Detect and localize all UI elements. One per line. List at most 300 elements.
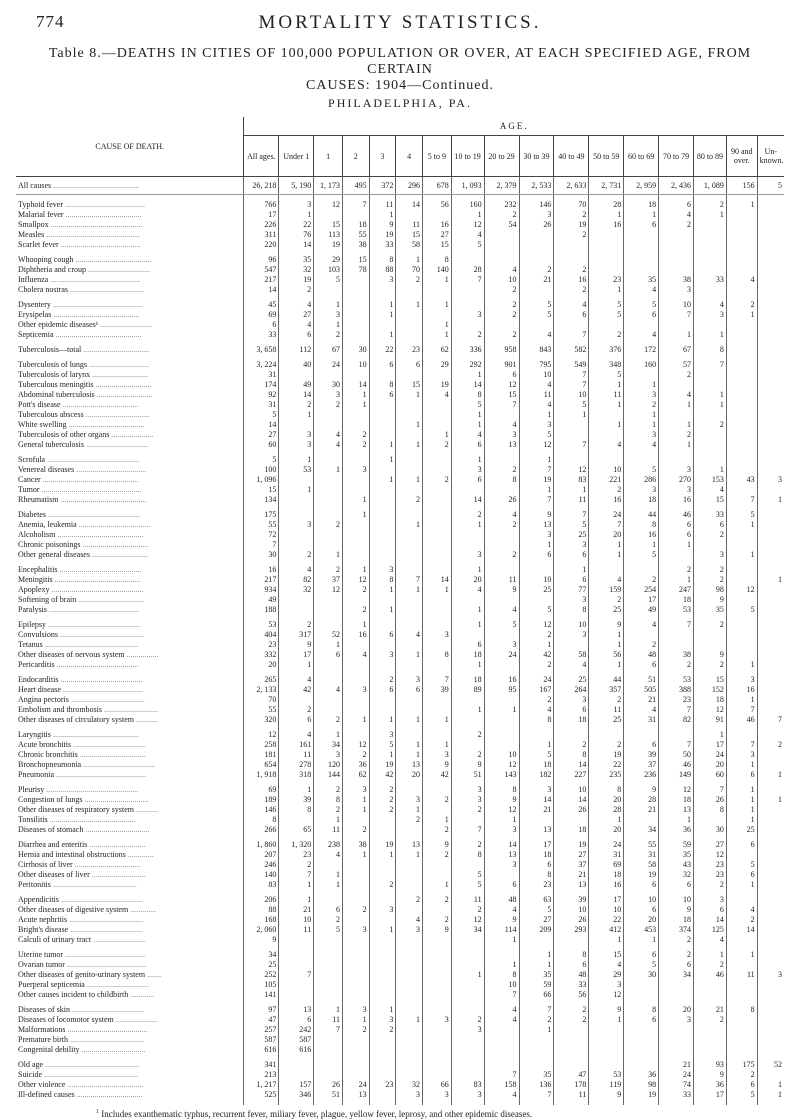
value-cell: 1 <box>659 420 694 430</box>
value-cell: 4 <box>279 300 314 310</box>
value-cell <box>396 565 423 575</box>
cause-label: Erysipelas <box>18 310 52 319</box>
value-cell: 2 <box>554 285 589 295</box>
value-cell: 4 <box>726 905 757 915</box>
value-cell <box>694 265 727 275</box>
value-cell: 2 <box>342 585 369 595</box>
value-cell <box>423 640 452 650</box>
cause-label: Embolism and thrombosis <box>18 705 102 714</box>
value-cell <box>726 980 757 990</box>
value-cell: 1 <box>624 540 659 550</box>
value-cell <box>757 1005 784 1015</box>
value-cell: 2 <box>659 370 694 380</box>
value-cell: 27 <box>694 840 727 850</box>
value-cell <box>342 520 369 530</box>
value-cell: 3 <box>519 420 554 430</box>
value-cell <box>694 990 727 1000</box>
value-cell: 7 <box>314 1025 343 1035</box>
table-row <box>16 255 784 265</box>
value-cell <box>279 960 314 970</box>
value-cell: 48 <box>554 970 589 980</box>
value-cell: 10 <box>519 575 554 585</box>
value-cell: 4 <box>314 430 343 440</box>
value-cell: 37 <box>554 860 589 870</box>
cause-label: Uterine tumor <box>18 950 64 959</box>
value-cell <box>757 815 784 825</box>
value-cell <box>396 1025 423 1035</box>
value-cell: 20 <box>589 825 624 835</box>
value-cell: 296 <box>396 177 423 195</box>
value-cell <box>757 430 784 440</box>
cause-label: Angina pectoris <box>18 695 69 704</box>
value-cell: 3 <box>484 640 519 650</box>
cause-label: Congenital debility <box>18 1045 80 1054</box>
value-cell: 1 <box>659 330 694 340</box>
table-row <box>16 265 784 275</box>
value-cell: 7 <box>244 540 279 550</box>
value-cell: 3 <box>624 390 659 400</box>
column-header: 20 to 29 <box>484 136 519 177</box>
value-cell <box>423 495 452 505</box>
value-cell: 2 <box>396 275 423 285</box>
value-cell: 6 <box>279 330 314 340</box>
value-cell <box>519 595 554 605</box>
value-cell: 2 <box>423 850 452 860</box>
value-cell: 1, 089 <box>694 177 727 195</box>
value-cell <box>423 550 452 560</box>
value-cell <box>396 550 423 560</box>
value-cell <box>726 575 757 585</box>
cause-cell <box>16 1080 244 1090</box>
value-cell: 20 <box>589 530 624 540</box>
value-cell: 28 <box>451 265 484 275</box>
value-cell: 1 <box>314 300 343 310</box>
value-cell: 18 <box>624 200 659 210</box>
value-cell: 3 <box>279 520 314 530</box>
value-cell: 2 <box>279 705 314 715</box>
value-cell: 505 <box>624 685 659 695</box>
value-cell: 2 <box>659 660 694 670</box>
value-cell <box>659 320 694 330</box>
value-cell: 39 <box>279 795 314 805</box>
value-cell: 42 <box>519 650 554 660</box>
value-cell: 1 <box>694 390 727 400</box>
value-cell: 20 <box>451 575 484 585</box>
value-cell <box>369 1090 396 1100</box>
value-cell: 2, 533 <box>519 177 554 195</box>
leader-dots: .......................... <box>91 935 146 944</box>
value-cell: 3 <box>369 1015 396 1025</box>
value-cell <box>484 240 519 250</box>
value-cell: 3 <box>519 210 554 220</box>
value-cell: 16 <box>554 275 589 285</box>
value-cell <box>314 980 343 990</box>
value-cell <box>484 660 519 670</box>
cause-cell <box>16 360 244 370</box>
value-cell: 7 <box>519 465 554 475</box>
value-cell: 3 <box>314 390 343 400</box>
value-cell <box>451 1035 484 1045</box>
value-cell: 83 <box>451 1080 484 1090</box>
value-cell: 58 <box>624 860 659 870</box>
value-cell <box>423 805 452 815</box>
value-cell: 27 <box>519 915 554 925</box>
value-cell <box>659 630 694 640</box>
value-cell <box>396 980 423 990</box>
value-cell: 27 <box>423 230 452 240</box>
table-row <box>16 1005 784 1015</box>
value-cell: 134 <box>244 495 279 505</box>
cause-cell <box>16 640 244 650</box>
value-cell: 4 <box>694 300 727 310</box>
value-cell <box>342 300 369 310</box>
cause-label: Acute bronchitis <box>18 740 72 749</box>
table-row <box>16 177 784 195</box>
value-cell: 28 <box>589 200 624 210</box>
value-cell: 21 <box>694 1005 727 1015</box>
value-cell: 1 <box>519 540 554 550</box>
value-cell <box>423 980 452 990</box>
value-cell: 1 <box>726 660 757 670</box>
value-cell: 2 <box>659 935 694 945</box>
value-cell <box>726 640 757 650</box>
value-cell: 13 <box>396 840 423 850</box>
value-cell: 1 <box>369 1005 396 1015</box>
value-cell <box>726 220 757 230</box>
value-cell <box>694 1035 727 1045</box>
value-cell: 8 <box>694 805 727 815</box>
value-cell: 3 <box>757 970 784 980</box>
value-cell: 3 <box>726 675 757 685</box>
value-cell <box>726 455 757 465</box>
cause-cell <box>16 970 244 980</box>
value-cell: 18 <box>554 715 589 725</box>
value-cell: 18 <box>554 825 589 835</box>
value-cell: 3 <box>484 825 519 835</box>
value-cell <box>624 255 659 265</box>
value-cell <box>423 970 452 980</box>
value-cell <box>423 660 452 670</box>
value-cell: 1 <box>589 1015 624 1025</box>
value-cell <box>757 1035 784 1045</box>
value-cell <box>369 860 396 870</box>
value-cell: 12 <box>484 805 519 815</box>
value-cell: 83 <box>554 475 589 485</box>
value-cell: 5 <box>554 400 589 410</box>
value-cell <box>451 980 484 990</box>
cause-cell <box>16 320 244 330</box>
value-cell: 2 <box>554 1015 589 1025</box>
value-cell: 24 <box>589 510 624 520</box>
value-cell <box>589 455 624 465</box>
value-cell: 12 <box>694 705 727 715</box>
leader-dots: ..................................... <box>68 695 145 704</box>
value-cell: 4 <box>519 705 554 715</box>
value-cell: 17 <box>694 1090 727 1100</box>
value-cell <box>757 630 784 640</box>
value-cell: 5 <box>624 300 659 310</box>
value-cell <box>369 895 396 905</box>
value-cell <box>342 895 369 905</box>
value-cell: 1 <box>396 585 423 595</box>
value-cell <box>396 400 423 410</box>
cause-cell <box>16 840 244 850</box>
value-cell: 1 <box>369 440 396 450</box>
table-row <box>16 960 784 970</box>
value-cell <box>396 640 423 650</box>
value-cell: 16 <box>659 495 694 505</box>
value-cell <box>396 455 423 465</box>
leader-dots: ......................................... <box>57 565 142 574</box>
value-cell: 412 <box>589 925 624 935</box>
value-cell: 6 <box>624 1015 659 1025</box>
value-cell: 5 <box>451 880 484 890</box>
cause-label: Tuberculous abscess <box>18 410 84 419</box>
value-cell <box>396 660 423 670</box>
value-cell <box>624 265 659 275</box>
value-cell <box>423 605 452 615</box>
value-cell <box>423 935 452 945</box>
value-cell: 40 <box>279 360 314 370</box>
cause-cell <box>16 675 244 685</box>
value-cell: 77 <box>554 585 589 595</box>
value-cell <box>423 595 452 605</box>
value-cell <box>396 950 423 960</box>
value-cell: 2 <box>694 960 727 970</box>
spacer-cell <box>589 1100 624 1105</box>
value-cell: 1 <box>726 760 757 770</box>
value-cell <box>279 1060 314 1070</box>
value-cell: 1 <box>726 805 757 815</box>
value-cell: 67 <box>314 345 343 355</box>
value-cell <box>659 550 694 560</box>
value-cell: 235 <box>589 770 624 780</box>
value-cell: 23 <box>396 345 423 355</box>
value-cell <box>342 540 369 550</box>
value-cell <box>519 1035 554 1045</box>
value-cell: 221 <box>589 475 624 485</box>
value-cell: 616 <box>279 1045 314 1055</box>
value-cell <box>369 950 396 960</box>
value-cell: 6 <box>726 840 757 850</box>
value-cell: 3 <box>396 675 423 685</box>
value-cell: 17 <box>624 595 659 605</box>
value-cell <box>314 485 343 495</box>
spacer-cell <box>554 1100 589 1105</box>
value-cell <box>757 345 784 355</box>
value-cell: 2 <box>396 895 423 905</box>
value-cell: 43 <box>726 475 757 485</box>
value-cell <box>423 400 452 410</box>
value-cell: 3 <box>484 430 519 440</box>
value-cell: 2 <box>396 815 423 825</box>
table-row <box>16 970 784 980</box>
cause-label: Tetanus <box>18 640 43 649</box>
value-cell: 1 <box>396 440 423 450</box>
leader-dots: ........................................ <box>62 200 145 209</box>
value-cell: 3 <box>451 310 484 320</box>
value-cell: 2 <box>624 640 659 650</box>
value-cell: 160 <box>624 360 659 370</box>
value-cell <box>314 530 343 540</box>
value-cell <box>342 370 369 380</box>
value-cell: 12 <box>451 915 484 925</box>
value-cell <box>519 1045 554 1055</box>
value-cell <box>279 475 314 485</box>
value-cell: 20 <box>244 660 279 670</box>
value-cell <box>423 520 452 530</box>
value-cell <box>423 860 452 870</box>
value-cell: 34 <box>624 825 659 835</box>
value-cell: 6 <box>624 905 659 915</box>
value-cell <box>757 880 784 890</box>
value-cell: 10 <box>342 360 369 370</box>
value-cell: 2 <box>659 950 694 960</box>
value-cell: 1 <box>423 330 452 340</box>
cause-cell <box>16 1070 244 1080</box>
value-cell <box>694 630 727 640</box>
table-row <box>16 465 784 475</box>
value-cell: 4 <box>694 935 727 945</box>
value-cell: 2 <box>659 565 694 575</box>
value-cell: 14 <box>554 760 589 770</box>
value-cell: 23 <box>369 1080 396 1090</box>
cause-label: Ill-defined causes <box>18 1090 75 1099</box>
value-cell <box>726 935 757 945</box>
value-cell: 2 <box>519 265 554 275</box>
value-cell: 2 <box>279 620 314 630</box>
leader-dots: ...................................... <box>60 400 139 409</box>
value-cell: 1 <box>369 330 396 340</box>
value-cell: 18 <box>451 650 484 660</box>
value-cell <box>396 430 423 440</box>
cause-label: Chronic poisonings <box>18 540 81 549</box>
table-title-continued: CAUSES: 1904—Continued. <box>306 78 494 93</box>
value-cell: 6 <box>624 950 659 960</box>
column-header: Under 1 <box>279 136 314 177</box>
value-cell: 1 <box>314 815 343 825</box>
value-cell: 33 <box>554 980 589 990</box>
value-cell <box>396 695 423 705</box>
value-cell <box>342 1060 369 1070</box>
value-cell <box>757 760 784 770</box>
value-cell: 2, 060 <box>244 925 279 935</box>
value-cell: 97 <box>244 1005 279 1015</box>
value-cell <box>757 660 784 670</box>
value-cell: 98 <box>624 1080 659 1090</box>
value-cell <box>369 870 396 880</box>
value-cell <box>396 530 423 540</box>
leader-dots: .......................... <box>98 320 153 329</box>
value-cell: 6 <box>519 860 554 870</box>
value-cell <box>554 320 589 330</box>
spacer-cell <box>423 1100 452 1105</box>
value-cell: 1 <box>519 960 554 970</box>
leader-dots: .............................................. <box>46 510 140 519</box>
value-cell: 1 <box>589 380 624 390</box>
value-cell: 7 <box>423 675 452 685</box>
value-cell: 6 <box>314 650 343 660</box>
value-cell: 36 <box>624 1070 659 1080</box>
value-cell <box>396 410 423 420</box>
value-cell: 6 <box>726 870 757 880</box>
spacer-cell <box>726 1100 757 1105</box>
value-cell: 217 <box>244 575 279 585</box>
value-cell <box>589 320 624 330</box>
cause-label: Tuberculosis of other organs <box>18 430 110 439</box>
value-cell: 19 <box>314 240 343 250</box>
leader-dots: ............. <box>128 905 157 914</box>
value-cell: 182 <box>519 770 554 780</box>
value-cell <box>726 530 757 540</box>
value-cell <box>342 1070 369 1080</box>
cause-cell <box>16 530 244 540</box>
value-cell <box>726 265 757 275</box>
value-cell: 2 <box>554 265 589 275</box>
leader-dots: ........................................... <box>51 310 140 319</box>
value-cell: 3 <box>451 1090 484 1100</box>
value-cell <box>757 905 784 915</box>
value-cell: 172 <box>624 345 659 355</box>
table-row <box>16 310 784 320</box>
value-cell <box>314 620 343 630</box>
value-cell: 1 <box>484 960 519 970</box>
value-cell <box>726 230 757 240</box>
column-header: 1 <box>314 136 343 177</box>
value-cell: 3 <box>554 695 589 705</box>
value-cell: 74 <box>659 1080 694 1090</box>
value-cell: 258 <box>244 740 279 750</box>
value-cell: 32 <box>396 1080 423 1090</box>
value-cell <box>757 895 784 905</box>
value-cell <box>484 455 519 465</box>
value-cell: 46 <box>694 970 727 980</box>
value-cell <box>396 970 423 980</box>
value-cell: 6 <box>519 550 554 560</box>
value-cell: 8 <box>451 390 484 400</box>
value-cell: 2 <box>342 1025 369 1035</box>
cause-label: Other causes incident to childbirth <box>18 990 129 999</box>
value-cell <box>369 430 396 440</box>
value-cell: 51 <box>624 675 659 685</box>
value-cell: 12 <box>726 585 757 595</box>
value-cell <box>726 255 757 265</box>
value-cell: 1 <box>694 730 727 740</box>
value-cell <box>624 320 659 330</box>
value-cell: 7 <box>659 740 694 750</box>
value-cell <box>314 510 343 520</box>
value-cell <box>519 815 554 825</box>
value-cell <box>726 440 757 450</box>
leader-dots: ........................... <box>102 705 158 714</box>
value-cell: 93 <box>694 1060 727 1070</box>
value-cell: 2 <box>342 750 369 760</box>
value-cell <box>342 595 369 605</box>
value-cell <box>659 730 694 740</box>
value-cell <box>726 565 757 575</box>
value-cell: 3 <box>342 925 369 935</box>
value-cell: 8 <box>423 650 452 660</box>
value-cell: 28 <box>624 795 659 805</box>
value-cell: 5 <box>484 620 519 630</box>
value-cell: 56 <box>589 650 624 660</box>
value-cell <box>369 495 396 505</box>
value-cell: 2 <box>624 575 659 585</box>
value-cell: 1 <box>589 210 624 220</box>
table-row <box>16 620 784 630</box>
value-cell <box>342 970 369 980</box>
value-cell: 6 <box>369 390 396 400</box>
